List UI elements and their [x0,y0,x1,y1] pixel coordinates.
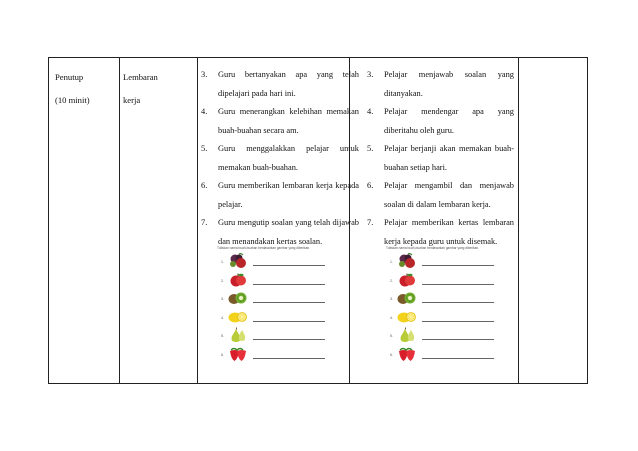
worksheet-row [384,290,502,309]
worksheet-item-number: 6. [221,352,224,357]
step-number: 6. [367,181,374,190]
grape-apple-icon [227,253,249,269]
worksheet-row [384,309,502,328]
step-text: Guru bertanyakan apa yang telah dipelajari pada hari ini. [218,70,359,98]
worksheet-row [384,346,502,365]
worksheet-instruction: Tuliskan nama buah-buahan berdasarkan gambar yang diberikan. [386,246,480,250]
answer-line [422,265,494,266]
worksheet-item-number: 3. [221,297,224,301]
step-number: 6. [201,181,208,190]
worksheet-item-number: 4. [221,315,224,320]
stage-label: Penutup [55,72,84,82]
answer-line [253,265,325,266]
step-text: Guru menerangkan kelebihan memakan buah-buahan secara am. [218,107,359,135]
student-step [367,140,514,177]
worksheet-item-number: 1. [221,260,224,264]
worksheet-row [215,272,333,291]
pear-icon [227,327,249,343]
strawberry-icon [227,346,249,362]
answer-line [253,358,325,359]
step-number: 7. [367,218,374,227]
kiwi-icon [396,290,418,306]
step-text: Pelajar menjawab soalan yang ditanyakan. [384,70,514,98]
worksheet-row [384,253,502,272]
worksheet-item-number: 6. [390,352,393,357]
lesson-plan-table [48,57,588,384]
teacher-step [201,103,359,140]
student-step [367,103,514,140]
apple-icon [396,272,418,288]
worksheet-item-number: 3. [390,297,393,301]
step-number: 7. [201,218,208,227]
step-number: 5. [367,144,374,153]
worksheet-row [215,290,333,309]
teacher-steps-list [201,66,359,251]
column-divider [119,58,120,383]
worksheet-row [215,346,333,365]
strawberry-icon [396,346,418,362]
step-number: 3. [367,70,374,79]
answer-line [253,321,325,322]
step-number: 4. [367,107,374,116]
answer-line [422,321,494,322]
step-number: 4. [201,107,208,116]
apple-icon [227,272,249,288]
step-text: Pelajar berjanji akan memakan buah-buahan setiap hari. [384,144,514,172]
step-text: Guru menggalakkan pelajar untuk memakan buah-buahan. [218,144,359,172]
worksheet-image-student [384,246,502,366]
step-text: Pelajar mengambil dan menjawab soalan di dalam lembaran kerja. [384,181,514,209]
student-steps-list [367,66,514,251]
student-step [367,177,514,214]
lemon-icon [396,309,418,325]
answer-line [253,339,325,340]
teacher-step [201,66,359,103]
student-activities-cell [367,66,514,251]
step-text: Guru memberikan lembaran kerja kepada pelajar. [218,181,359,209]
answer-line [422,339,494,340]
worksheet-image-teacher [215,246,333,366]
student-step [367,66,514,103]
step-text: Pelajar memberikan kertas lembaran kerja kepada guru untuk disemak. [384,218,514,246]
lemon-icon [227,309,249,325]
worksheet-item-number: 2. [390,278,393,283]
worksheet-instruction: Tuliskan nama buah-buahan berdasarkan gambar yang diberikan. [217,246,311,250]
teacher-step [201,140,359,177]
teacher-step [201,177,359,214]
worksheet-row [384,327,502,346]
step-number: 3. [201,70,208,79]
step-text: Pelajar mendengar apa yang diberitahu oleh guru. [384,107,514,135]
step-text: Guru mengutip soalan yang telah dijawab dan menandakan kertas soalan. [218,218,359,246]
resource-line-1: Lembaran [123,72,158,82]
step-number: 5. [201,144,208,153]
worksheet-row [215,309,333,328]
worksheet-item-number: 1. [390,260,393,264]
stage-cell [55,66,90,112]
stage-time: (10 minit) [55,95,90,105]
worksheet-item-number: 2. [221,278,224,283]
answer-line [422,358,494,359]
pear-icon [396,327,418,343]
answer-line [253,284,325,285]
teacher-activities-cell [201,66,359,251]
answer-line [422,302,494,303]
grape-apple-icon [396,253,418,269]
worksheet-row [215,327,333,346]
resource-line-2: kerja [123,95,141,105]
worksheet-row [384,272,502,291]
answer-line [422,284,494,285]
answer-line [253,302,325,303]
worksheet-item-number: 5. [390,334,393,338]
worksheet-item-number: 4. [390,315,393,320]
worksheet-item-number: 5. [221,334,224,338]
column-divider [518,58,519,383]
column-divider [197,58,198,383]
worksheet-row [215,253,333,272]
resource-cell [123,66,158,112]
kiwi-icon [227,290,249,306]
